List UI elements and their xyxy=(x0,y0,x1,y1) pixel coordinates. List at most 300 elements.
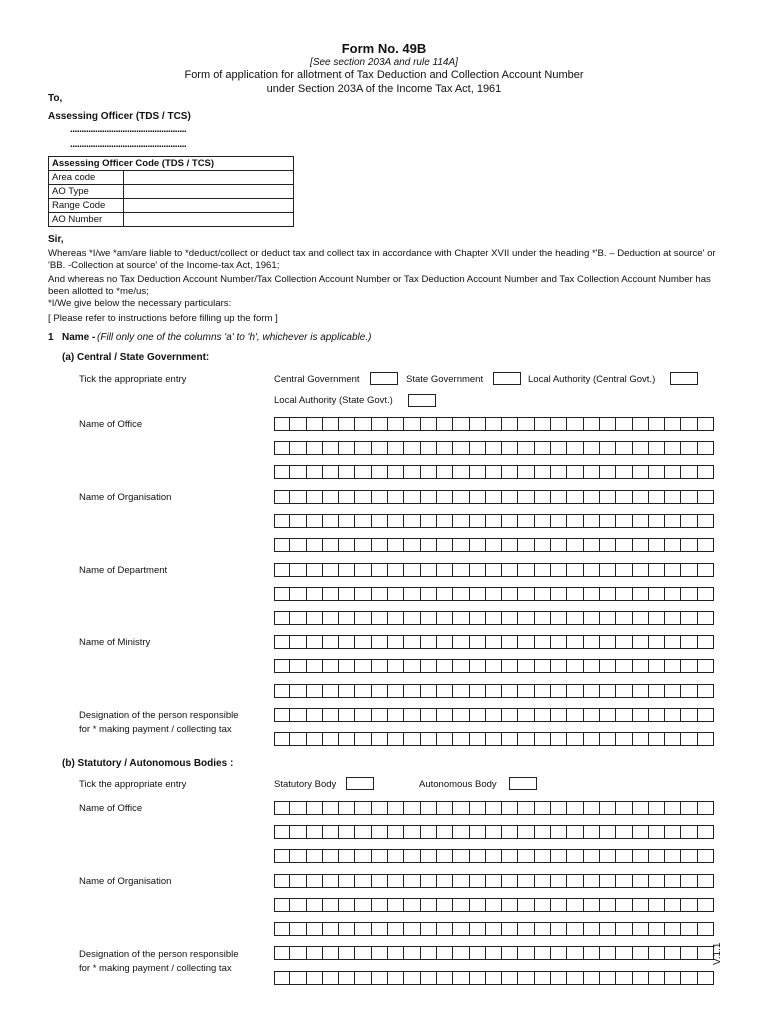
char-box[interactable] xyxy=(339,971,355,985)
char-box[interactable] xyxy=(551,898,567,912)
char-box[interactable] xyxy=(698,587,714,601)
char-box[interactable] xyxy=(470,684,486,698)
char-box[interactable] xyxy=(421,514,437,528)
char-box[interactable] xyxy=(339,684,355,698)
char-box[interactable] xyxy=(649,538,665,552)
char-box[interactable] xyxy=(600,563,616,577)
char-box[interactable] xyxy=(616,801,632,815)
char-box[interactable] xyxy=(404,825,420,839)
char-box[interactable] xyxy=(584,635,600,649)
char-box[interactable] xyxy=(404,898,420,912)
char-box[interactable] xyxy=(633,611,649,625)
char-box[interactable] xyxy=(616,898,632,912)
char-box[interactable] xyxy=(600,417,616,431)
char-box[interactable] xyxy=(355,611,371,625)
ministry-grid-1[interactable] xyxy=(274,635,714,649)
char-box[interactable] xyxy=(421,946,437,960)
designation-grid-b-2[interactable] xyxy=(274,971,714,985)
char-box[interactable] xyxy=(502,538,518,552)
char-box[interactable] xyxy=(633,874,649,888)
char-box[interactable] xyxy=(698,732,714,746)
char-box[interactable] xyxy=(665,538,681,552)
char-box[interactable] xyxy=(665,417,681,431)
char-box[interactable] xyxy=(633,971,649,985)
char-box[interactable] xyxy=(502,611,518,625)
char-box[interactable] xyxy=(421,898,437,912)
department-grid-3[interactable] xyxy=(274,611,714,625)
char-box[interactable] xyxy=(404,611,420,625)
organisation-grid-a-2[interactable] xyxy=(274,514,714,528)
char-box[interactable] xyxy=(453,465,469,479)
char-box[interactable] xyxy=(486,563,502,577)
char-box[interactable] xyxy=(567,659,583,673)
designation-grid-b-1[interactable] xyxy=(274,946,714,960)
char-box[interactable] xyxy=(633,563,649,577)
char-box[interactable] xyxy=(633,659,649,673)
char-box[interactable] xyxy=(274,587,290,601)
char-box[interactable] xyxy=(567,898,583,912)
char-box[interactable] xyxy=(535,684,551,698)
char-box[interactable] xyxy=(502,441,518,455)
char-box[interactable] xyxy=(486,732,502,746)
char-box[interactable] xyxy=(698,441,714,455)
char-box[interactable] xyxy=(470,849,486,863)
char-box[interactable] xyxy=(453,441,469,455)
char-box[interactable] xyxy=(355,538,371,552)
char-box[interactable] xyxy=(290,659,306,673)
char-box[interactable] xyxy=(388,417,404,431)
char-box[interactable] xyxy=(502,971,518,985)
char-box[interactable] xyxy=(698,611,714,625)
char-box[interactable] xyxy=(665,563,681,577)
char-box[interactable] xyxy=(600,825,616,839)
char-box[interactable] xyxy=(274,635,290,649)
char-box[interactable] xyxy=(633,538,649,552)
char-box[interactable] xyxy=(535,417,551,431)
char-box[interactable] xyxy=(339,417,355,431)
char-box[interactable] xyxy=(698,538,714,552)
char-box[interactable] xyxy=(437,946,453,960)
char-box[interactable] xyxy=(307,732,323,746)
char-box[interactable] xyxy=(698,563,714,577)
char-box[interactable] xyxy=(437,587,453,601)
char-box[interactable] xyxy=(453,849,469,863)
char-box[interactable] xyxy=(584,801,600,815)
char-box[interactable] xyxy=(551,708,567,722)
char-box[interactable] xyxy=(470,490,486,504)
char-box[interactable] xyxy=(274,971,290,985)
char-box[interactable] xyxy=(274,563,290,577)
char-box[interactable] xyxy=(649,490,665,504)
char-box[interactable] xyxy=(404,417,420,431)
char-box[interactable] xyxy=(633,490,649,504)
char-box[interactable] xyxy=(502,825,518,839)
char-box[interactable] xyxy=(307,514,323,528)
char-box[interactable] xyxy=(437,659,453,673)
char-box[interactable] xyxy=(698,635,714,649)
char-box[interactable] xyxy=(681,801,697,815)
office-name-grid-a-2[interactable] xyxy=(274,441,714,455)
char-box[interactable] xyxy=(307,849,323,863)
char-box[interactable] xyxy=(649,874,665,888)
char-box[interactable] xyxy=(274,922,290,936)
char-box[interactable] xyxy=(616,684,632,698)
char-box[interactable] xyxy=(323,898,339,912)
char-box[interactable] xyxy=(274,708,290,722)
char-box[interactable] xyxy=(323,465,339,479)
char-box[interactable] xyxy=(486,465,502,479)
office-name-grid-b-1[interactable] xyxy=(274,801,714,815)
char-box[interactable] xyxy=(681,849,697,863)
char-box[interactable] xyxy=(535,611,551,625)
office-name-grid-a-3[interactable] xyxy=(274,465,714,479)
char-box[interactable] xyxy=(665,732,681,746)
char-box[interactable] xyxy=(437,563,453,577)
char-box[interactable] xyxy=(649,825,665,839)
char-box[interactable] xyxy=(339,898,355,912)
designation-grid-a-1[interactable] xyxy=(274,708,714,722)
char-box[interactable] xyxy=(567,708,583,722)
char-box[interactable] xyxy=(421,611,437,625)
char-box[interactable] xyxy=(339,635,355,649)
char-box[interactable] xyxy=(421,922,437,936)
char-box[interactable] xyxy=(681,611,697,625)
char-box[interactable] xyxy=(355,490,371,504)
char-box[interactable] xyxy=(535,874,551,888)
char-box[interactable] xyxy=(502,898,518,912)
char-box[interactable] xyxy=(290,801,306,815)
char-box[interactable] xyxy=(486,801,502,815)
char-box[interactable] xyxy=(421,684,437,698)
char-box[interactable] xyxy=(535,971,551,985)
char-box[interactable] xyxy=(551,801,567,815)
char-box[interactable] xyxy=(339,490,355,504)
char-box[interactable] xyxy=(502,587,518,601)
char-box[interactable] xyxy=(323,514,339,528)
char-box[interactable] xyxy=(584,587,600,601)
char-box[interactable] xyxy=(307,659,323,673)
char-box[interactable] xyxy=(567,465,583,479)
local-authority-state-checkbox[interactable] xyxy=(408,394,436,407)
char-box[interactable] xyxy=(437,971,453,985)
char-box[interactable] xyxy=(649,563,665,577)
char-box[interactable] xyxy=(649,635,665,649)
char-box[interactable] xyxy=(518,849,534,863)
char-box[interactable] xyxy=(388,635,404,649)
char-box[interactable] xyxy=(535,708,551,722)
char-box[interactable] xyxy=(355,708,371,722)
char-box[interactable] xyxy=(290,849,306,863)
char-box[interactable] xyxy=(584,417,600,431)
char-box[interactable] xyxy=(698,684,714,698)
char-box[interactable] xyxy=(290,563,306,577)
char-box[interactable] xyxy=(372,922,388,936)
char-box[interactable] xyxy=(453,874,469,888)
char-box[interactable] xyxy=(470,514,486,528)
char-box[interactable] xyxy=(502,684,518,698)
char-box[interactable] xyxy=(518,611,534,625)
char-box[interactable] xyxy=(372,732,388,746)
char-box[interactable] xyxy=(681,441,697,455)
char-box[interactable] xyxy=(307,465,323,479)
char-box[interactable] xyxy=(633,732,649,746)
char-box[interactable] xyxy=(518,417,534,431)
char-box[interactable] xyxy=(437,825,453,839)
char-box[interactable] xyxy=(372,898,388,912)
char-box[interactable] xyxy=(453,825,469,839)
char-box[interactable] xyxy=(307,946,323,960)
char-box[interactable] xyxy=(388,708,404,722)
char-box[interactable] xyxy=(567,563,583,577)
char-box[interactable] xyxy=(551,635,567,649)
char-box[interactable] xyxy=(584,465,600,479)
char-box[interactable] xyxy=(437,732,453,746)
char-box[interactable] xyxy=(453,538,469,552)
char-box[interactable] xyxy=(470,946,486,960)
char-box[interactable] xyxy=(486,417,502,431)
office-name-grid-a-1[interactable] xyxy=(274,417,714,431)
char-box[interactable] xyxy=(698,898,714,912)
char-box[interactable] xyxy=(421,801,437,815)
char-box[interactable] xyxy=(535,849,551,863)
char-box[interactable] xyxy=(290,708,306,722)
char-box[interactable] xyxy=(665,971,681,985)
char-box[interactable] xyxy=(698,465,714,479)
statutory-body-checkbox[interactable] xyxy=(346,777,374,790)
char-box[interactable] xyxy=(486,849,502,863)
char-box[interactable] xyxy=(633,801,649,815)
office-name-grid-b-2[interactable] xyxy=(274,825,714,839)
char-box[interactable] xyxy=(518,922,534,936)
char-box[interactable] xyxy=(535,732,551,746)
char-box[interactable] xyxy=(584,563,600,577)
char-box[interactable] xyxy=(600,587,616,601)
char-box[interactable] xyxy=(567,635,583,649)
char-box[interactable] xyxy=(290,514,306,528)
char-box[interactable] xyxy=(649,971,665,985)
char-box[interactable] xyxy=(486,659,502,673)
char-box[interactable] xyxy=(584,538,600,552)
char-box[interactable] xyxy=(649,587,665,601)
char-box[interactable] xyxy=(421,708,437,722)
char-box[interactable] xyxy=(600,971,616,985)
char-box[interactable] xyxy=(502,465,518,479)
char-box[interactable] xyxy=(681,490,697,504)
char-box[interactable] xyxy=(535,635,551,649)
char-box[interactable] xyxy=(567,971,583,985)
char-box[interactable] xyxy=(453,490,469,504)
char-box[interactable] xyxy=(616,946,632,960)
char-box[interactable] xyxy=(307,708,323,722)
char-box[interactable] xyxy=(388,490,404,504)
char-box[interactable] xyxy=(616,732,632,746)
char-box[interactable] xyxy=(665,441,681,455)
char-box[interactable] xyxy=(339,801,355,815)
char-box[interactable] xyxy=(616,708,632,722)
char-box[interactable] xyxy=(616,441,632,455)
char-box[interactable] xyxy=(535,587,551,601)
char-box[interactable] xyxy=(486,684,502,698)
char-box[interactable] xyxy=(665,490,681,504)
char-box[interactable] xyxy=(600,849,616,863)
char-box[interactable] xyxy=(665,708,681,722)
char-box[interactable] xyxy=(681,898,697,912)
char-box[interactable] xyxy=(698,708,714,722)
char-box[interactable] xyxy=(502,849,518,863)
char-box[interactable] xyxy=(404,490,420,504)
char-box[interactable] xyxy=(502,659,518,673)
char-box[interactable] xyxy=(518,441,534,455)
organisation-grid-b-3[interactable] xyxy=(274,922,714,936)
char-box[interactable] xyxy=(665,898,681,912)
char-box[interactable] xyxy=(584,611,600,625)
char-box[interactable] xyxy=(551,922,567,936)
char-box[interactable] xyxy=(551,538,567,552)
char-box[interactable] xyxy=(339,465,355,479)
char-box[interactable] xyxy=(551,849,567,863)
char-box[interactable] xyxy=(421,490,437,504)
char-box[interactable] xyxy=(307,825,323,839)
char-box[interactable] xyxy=(307,684,323,698)
char-box[interactable] xyxy=(339,538,355,552)
char-box[interactable] xyxy=(421,659,437,673)
char-box[interactable] xyxy=(518,801,534,815)
char-box[interactable] xyxy=(649,417,665,431)
char-box[interactable] xyxy=(600,635,616,649)
char-box[interactable] xyxy=(567,801,583,815)
char-box[interactable] xyxy=(551,611,567,625)
char-box[interactable] xyxy=(681,659,697,673)
char-box[interactable] xyxy=(470,708,486,722)
char-box[interactable] xyxy=(421,465,437,479)
char-box[interactable] xyxy=(633,708,649,722)
char-box[interactable] xyxy=(616,490,632,504)
char-box[interactable] xyxy=(323,587,339,601)
char-box[interactable] xyxy=(290,611,306,625)
char-box[interactable] xyxy=(274,946,290,960)
char-box[interactable] xyxy=(372,417,388,431)
char-box[interactable] xyxy=(518,563,534,577)
char-box[interactable] xyxy=(518,465,534,479)
char-box[interactable] xyxy=(453,708,469,722)
char-box[interactable] xyxy=(421,732,437,746)
char-box[interactable] xyxy=(518,825,534,839)
char-box[interactable] xyxy=(388,825,404,839)
char-box[interactable] xyxy=(323,611,339,625)
char-box[interactable] xyxy=(681,971,697,985)
char-box[interactable] xyxy=(355,441,371,455)
char-box[interactable] xyxy=(567,490,583,504)
char-box[interactable] xyxy=(388,874,404,888)
char-box[interactable] xyxy=(698,971,714,985)
char-box[interactable] xyxy=(355,874,371,888)
char-box[interactable] xyxy=(355,971,371,985)
char-box[interactable] xyxy=(388,898,404,912)
char-box[interactable] xyxy=(681,587,697,601)
char-box[interactable] xyxy=(453,922,469,936)
char-box[interactable] xyxy=(437,708,453,722)
char-box[interactable] xyxy=(388,563,404,577)
char-box[interactable] xyxy=(290,441,306,455)
char-box[interactable] xyxy=(502,922,518,936)
department-grid-2[interactable] xyxy=(274,587,714,601)
char-box[interactable] xyxy=(274,732,290,746)
char-box[interactable] xyxy=(274,514,290,528)
char-box[interactable] xyxy=(323,946,339,960)
char-box[interactable] xyxy=(470,825,486,839)
char-box[interactable] xyxy=(421,849,437,863)
char-box[interactable] xyxy=(518,898,534,912)
char-box[interactable] xyxy=(470,587,486,601)
char-box[interactable] xyxy=(339,514,355,528)
char-box[interactable] xyxy=(616,635,632,649)
char-box[interactable] xyxy=(681,874,697,888)
char-box[interactable] xyxy=(502,801,518,815)
char-box[interactable] xyxy=(355,946,371,960)
char-box[interactable] xyxy=(274,825,290,839)
char-box[interactable] xyxy=(665,587,681,601)
char-box[interactable] xyxy=(437,922,453,936)
char-box[interactable] xyxy=(372,874,388,888)
char-box[interactable] xyxy=(274,490,290,504)
char-box[interactable] xyxy=(567,514,583,528)
char-box[interactable] xyxy=(290,538,306,552)
char-box[interactable] xyxy=(388,441,404,455)
char-box[interactable] xyxy=(274,874,290,888)
char-box[interactable] xyxy=(584,684,600,698)
char-box[interactable] xyxy=(323,732,339,746)
char-box[interactable] xyxy=(339,825,355,839)
char-box[interactable] xyxy=(649,611,665,625)
char-box[interactable] xyxy=(600,874,616,888)
char-box[interactable] xyxy=(616,825,632,839)
char-box[interactable] xyxy=(649,708,665,722)
char-box[interactable] xyxy=(290,898,306,912)
char-box[interactable] xyxy=(274,417,290,431)
char-box[interactable] xyxy=(518,708,534,722)
char-box[interactable] xyxy=(502,514,518,528)
char-box[interactable] xyxy=(307,538,323,552)
char-box[interactable] xyxy=(339,874,355,888)
char-box[interactable] xyxy=(470,465,486,479)
char-box[interactable] xyxy=(567,441,583,455)
char-box[interactable] xyxy=(372,659,388,673)
char-box[interactable] xyxy=(584,514,600,528)
char-box[interactable] xyxy=(616,922,632,936)
char-box[interactable] xyxy=(274,801,290,815)
char-box[interactable] xyxy=(290,684,306,698)
char-box[interactable] xyxy=(665,849,681,863)
char-box[interactable] xyxy=(567,732,583,746)
char-box[interactable] xyxy=(307,587,323,601)
char-box[interactable] xyxy=(567,417,583,431)
char-box[interactable] xyxy=(600,732,616,746)
char-box[interactable] xyxy=(616,465,632,479)
char-box[interactable] xyxy=(518,874,534,888)
char-box[interactable] xyxy=(665,825,681,839)
char-box[interactable] xyxy=(502,708,518,722)
char-box[interactable] xyxy=(698,825,714,839)
char-box[interactable] xyxy=(372,563,388,577)
char-box[interactable] xyxy=(698,849,714,863)
char-box[interactable] xyxy=(600,611,616,625)
char-box[interactable] xyxy=(551,563,567,577)
char-box[interactable] xyxy=(535,465,551,479)
ministry-grid-3[interactable] xyxy=(274,684,714,698)
char-box[interactable] xyxy=(535,514,551,528)
char-box[interactable] xyxy=(290,635,306,649)
char-box[interactable] xyxy=(681,538,697,552)
